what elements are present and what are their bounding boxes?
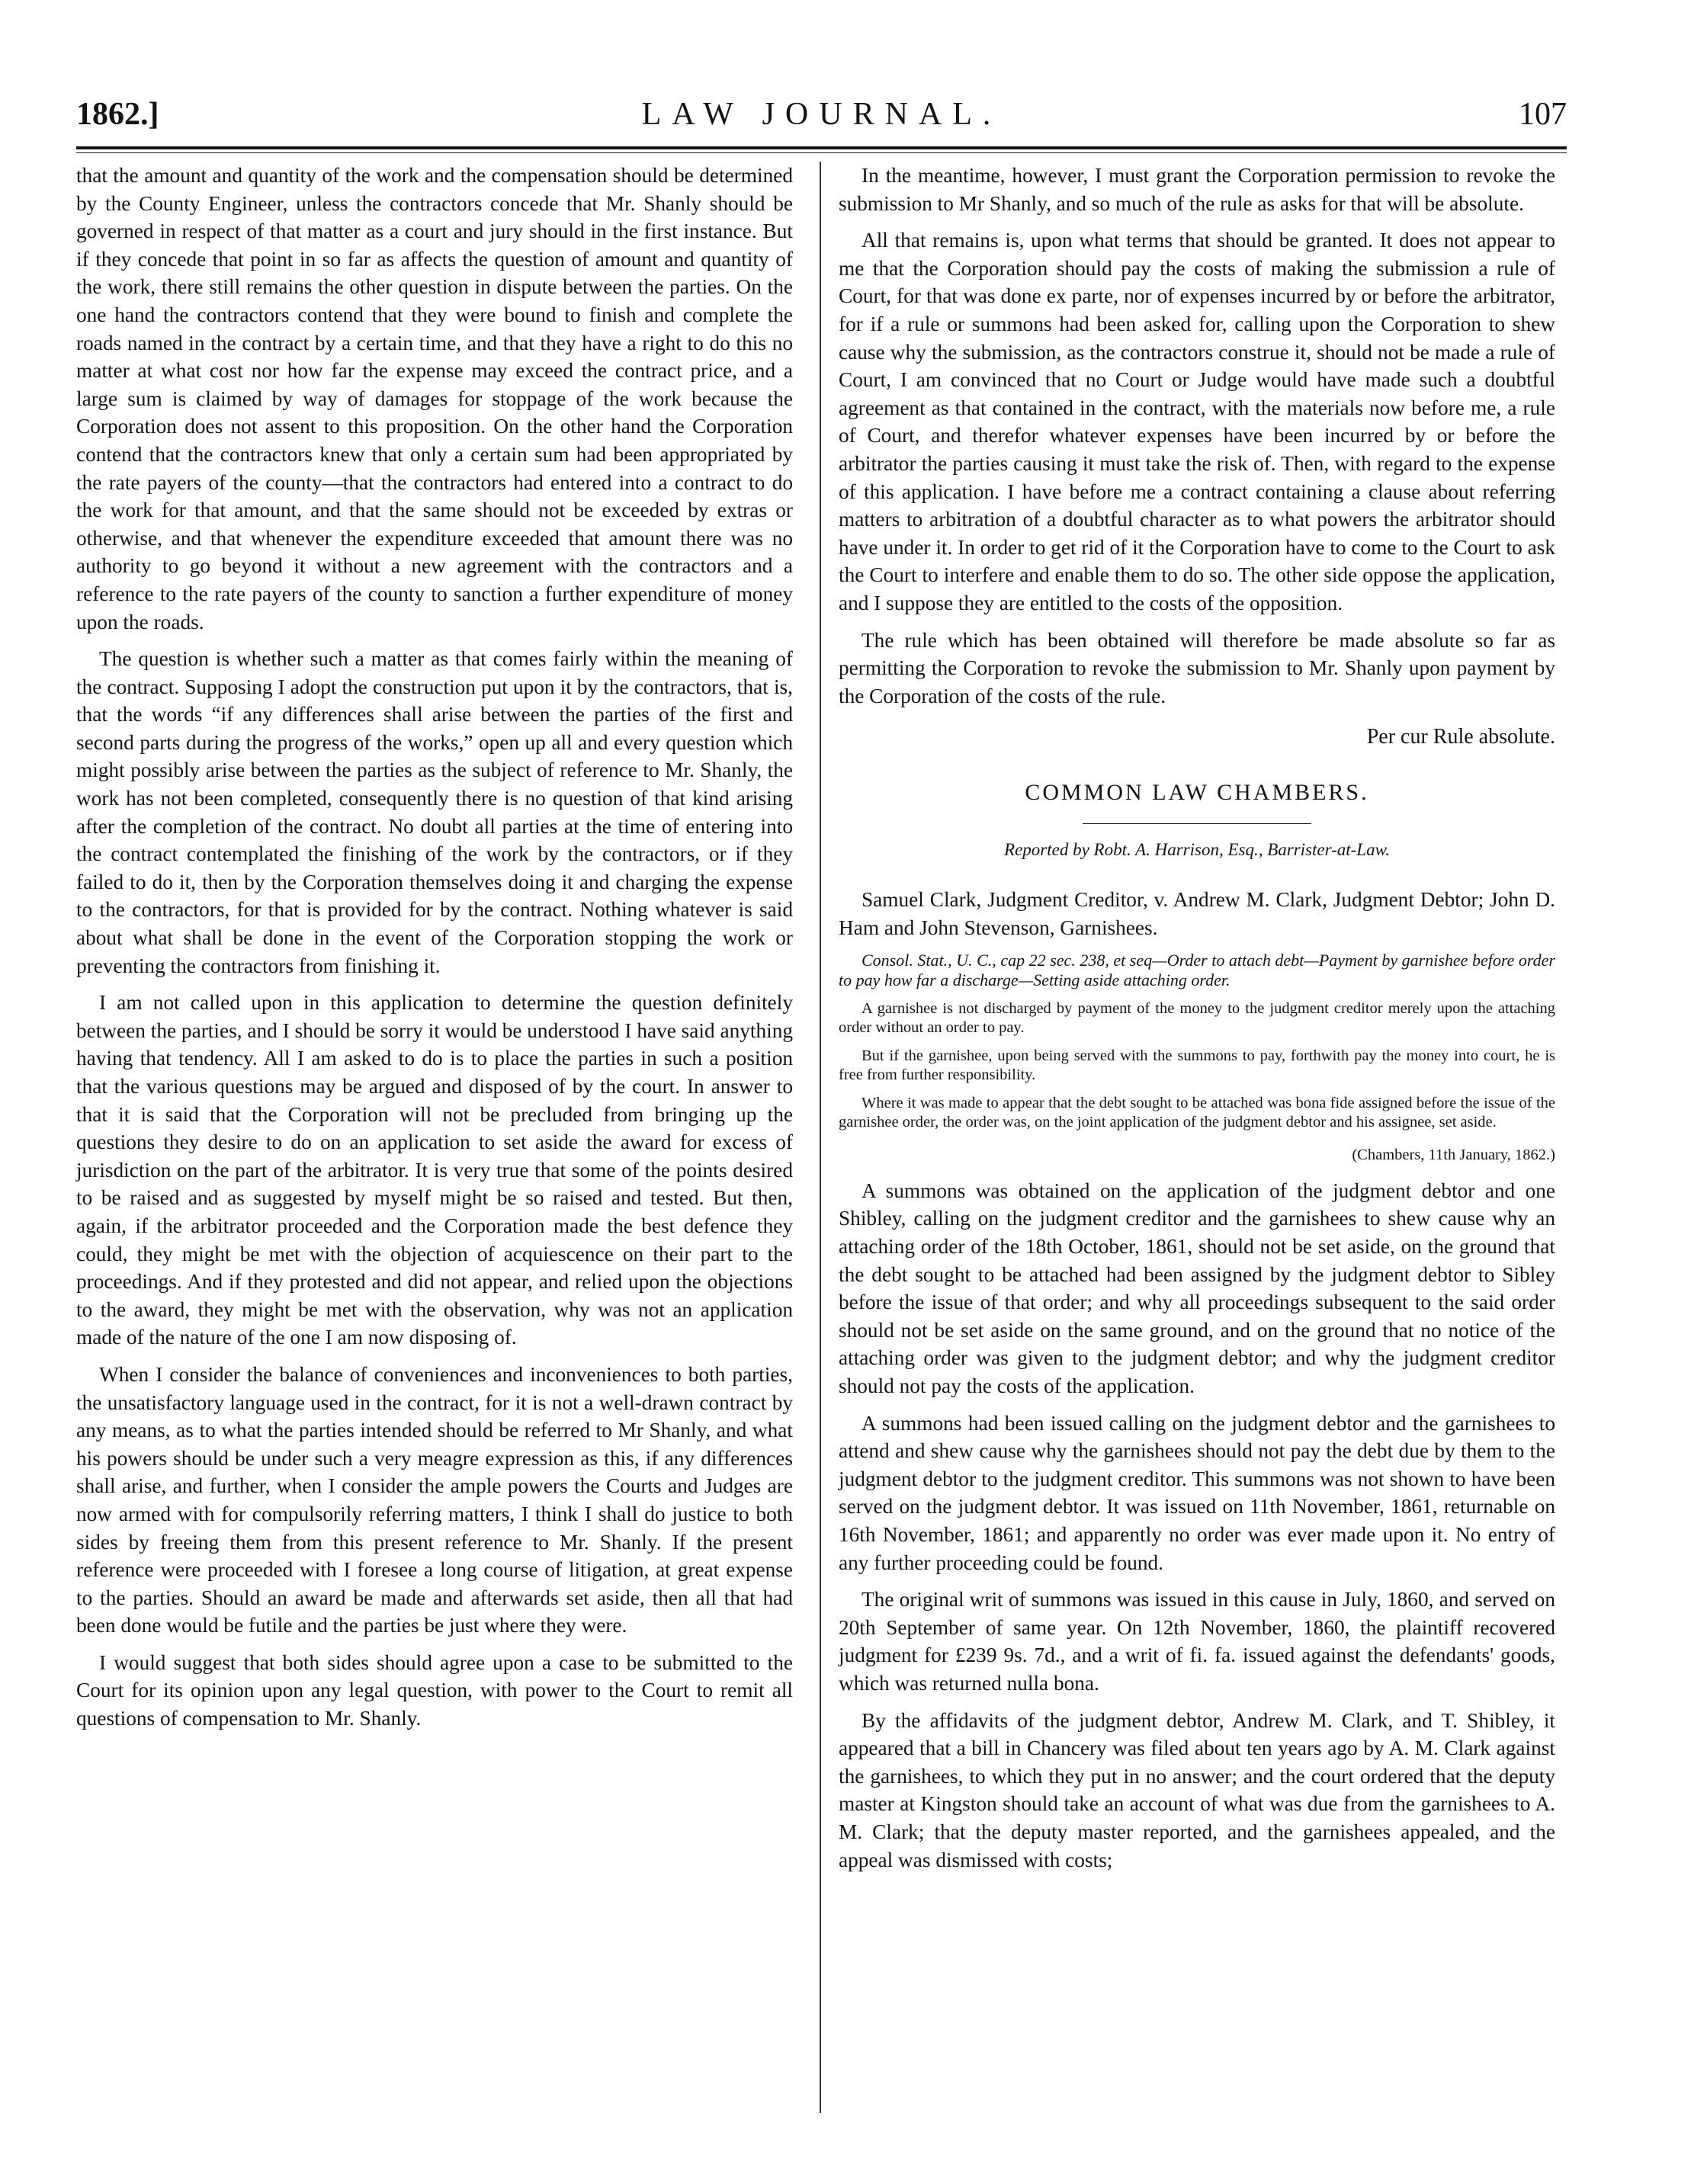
right-column [839, 162, 1555, 1883]
journal-page [76, 76, 1567, 2119]
left-column [76, 162, 793, 1742]
reporter-line: Reported by Robt. A. Harrison, Esq., Barrister-at-Law. [1004, 840, 1390, 860]
right-paragraph: In the meantime, however, I must grant the Corporation permission to revoke the submission to Mr Shanly, and so much of the rule as asks for that will be absolute. [839, 164, 1555, 215]
left-paragraph: I am not called upon in this application to determine the question definitely between the parties, and I should be sorry it would be understood I have said anything having that tendency. All I am asked to do is to place the parties in such a position that the various questions may be argued and disposed of by the court. In answer to that it is said that the Corporation will not be precluded from bringing up the questions they desire to do on an application to set aside the award for excess of jurisdiction on the part of the arbitrator. It is very true that some of the points desired to be raised and as suggested by myself might be so raised and tested. But then, again, if the arbitrator proceeded and the Corporation made the best defence they could, they might be met with the objection of acquiescence on their part to the proceedings. And if they protested and did not appear, and relied upon the objections to the award, they might be met with the observation, why was not an application made of the nature of the one I am now disposing of. [76, 991, 793, 1349]
header-year: 1862.] [76, 97, 159, 132]
left-paragraph: that the amount and quantity of the work and the compensation should be determined by the County Engineer, unless the contractors concede that Mr. Shanly should be governed in respect of that matter as a court and jury should in the first instance. But if they concede that point in so far as affects the question of amount and quantity of the work, there still remains the other question in dispute between the parties. On the one hand the contractors contend that they were bound to finish and complete the roads named in the contract by a certain time, and that they have a right to do this no matter at what cost nor how far the expense may exceed the contract price, and a large sum is claimed by way of damages for stoppage of the work because the Corporation does not assent to this proposition. On the other hand the Corporation contend that the contractors knew that only a certain sum had been appropriated by the rate payers of the county—that the contractors had entered into a contract to do the work for that amount, and that the same should not be exceeded by extras or otherwise, and that whenever the expenditure exceeded that amount there was no authority to go beyond it without a new agreement with the contractors and a reference to the rate payers of the county to sanction a further expenditure of money upon the roads. [76, 164, 793, 633]
header-page-number: 107 [1519, 97, 1567, 132]
right-paragraph: All that remains is, upon what terms that should be granted. It does not appear to me that the Corporation should pay the costs of making the submission a rule of Court, for that was done ex parte, nor of expenses incurred by or before the arbitrator, for if a rule or summons had been asked for, calling upon the Corporation to shew cause why the submission, as the contractors construe it, should not be made a rule of Court, I am convinced that no Court or Judge would have made such a doubtful agreement as that contained in the contract, with the materials now before me, a rule of Court, and therefor whatever expenses have been incurred by or before the arbitrator the parties causing it must take the risk of. Then, with regard to the expense of this application. I have before me a contract containing a clause about referring matters to arbitration of a doubtful character as to what powers the arbitrator should have under it. In order to get rid of it the Corporation have to come to the Court to ask the Court to interfere and enable them to do so. The other side oppose the application, and I suppose they are entitled to the costs of the opposition. [839, 229, 1555, 614]
left-paragraph: When I consider the balance of conveniences and inconveniences to both parties, the unsatisfactory language used in the contract, for it is not a well-drawn contract by any means, as to what the parties intended should be referred to Mr Shanly, and what his powers should be under such a very meagre expression as this, if any differences shall arise, and further, when I consider the ample powers the Courts and Judges are now armed with for compulsorily referring matters, I think I shall do justice to both sides by freeing them from this present reference to Mr. Shanly. If the present reference were proceeded with I foresee a long course of litigation, at great expense to the parties. Should an award be made and afterwards set aside, then all that had been done would be futile and the parties be just where they were. [76, 1362, 793, 1637]
right-paragraph: The original writ of summons was issued in this cause in July, 1860, and served on 20th September of same year. On 12th November, 1860, the plaintiff recovered judgment for £239 9s. 7d., and a writ of fi. fa. issued against the defendants' goods, which was returned nulla bona. [839, 1588, 1555, 1695]
statute-line: Consol. Stat., U. C., cap 22 sec. 238, et seq—Order to attach debt—Payment by garnishee before order to pay how far a discharge—Setting aside attaching order. [839, 951, 1555, 990]
section-title: COMMON LAW CHAMBERS. [1025, 779, 1369, 805]
headnote: Where it was made to appear that the debt sought to be attached was bona fide assigned before the issue of the garnishee order, the order was, on the joint application of the judgment debtor and his assignee, set aside. [839, 1095, 1555, 1131]
right-paragraph: A summons was obtained on the application of the judgment debtor and one Shibley, calling on the judgment creditor and the garnishees to shew cause why an attaching order of the 18th October, 1861, should not be set aside, on the ground that the debt sought to be attached had been assigned by the judgment debtor to Sibley before the issue of that order; and why all proceedings subsequent to the said order should not be set aside on the same ground, and on the ground that no notice of the attaching order was given to the judgment debtor; and why the judgment creditor should not pay the costs of the application. [839, 1179, 1555, 1397]
rule-result: Per cur Rule absolute. [1366, 725, 1555, 749]
case-caption: Samuel Clark, Judgment Creditor, v. Andrew M. Clark, Judgment Debtor; John D. Ham and John Stevenson, Garnishees. [839, 888, 1555, 939]
right-paragraph: A summons had been issued calling on the judgment debtor and the garnishees to attend and shew cause why the garnishees should not pay the debt due by them to the judgment debtor to the judgment creditor. This summons was not shown to have been served on the judgment debtor. It was issued on 11th November, 1861, returnable on 16th November, 1861; and apparently no order was ever made upon it. No entry of any further proceeding could be found. [839, 1411, 1555, 1574]
headnote: But if the garnishee, upon being served with the summons to pay, forthwith pay the money into court, he is free from further responsibility. [839, 1047, 1555, 1084]
right-paragraph: The rule which has been obtained will therefore be made absolute so far as permitting the Corporation to revoke the submission to Mr. Shanly upon payment by the Corporation of the costs of the rule. [839, 628, 1555, 707]
header-journal-title: LAW JOURNAL. [641, 97, 1002, 132]
headnote: A garnishee is not discharged by payment of the money to the judgment creditor merely upon the attaching order without an order to pay. [839, 1000, 1555, 1037]
right-paragraph: By the affidavits of the judgment debtor, Andrew M. Clark, and T. Shibley, it appeared that a bill in Chancery was filed about ten years ago by A. M. Clark against the garnishees, to which they put in no answer; and the court ordered that the deputy master at Kingston should take an account of what was due from the garnishees to A. M. Clark; that the deputy master reported, and the garnishees appealed, and the appeal was dismissed with costs; [839, 1708, 1555, 1871]
header-rule-thick [76, 146, 1567, 149]
header-rule-thin [76, 152, 1567, 153]
left-paragraph: The question is whether such a matter as that comes fairly within the meaning of the contract. Supposing I adopt the construction put upon it by the contractors, that is, that the words “if any differences shall arise between the parties of the first and second parts during the progress of the works,” open up all and every question which might possibly arise between the parties as the subject of reference to Mr. Shanly, the work has not been completed, consequently there is no question of that kind arising after the completion of the contract. No doubt all parties at the time of entering into the contract contemplated the finishing of the work by the contractors, or if they failed to do it, then by the Corporation themselves doing it and charging the expense to the contractors, for that is provided for by the contract. Nothing whatever is said about what shall be done in the event of the Corporation stopping the work or preventing the contractors from finishing it. [76, 647, 793, 977]
left-paragraph: I would suggest that both sides should agree upon a case to be submitted to the Court for its opinion upon any legal question, with power to the Court to remit all questions of compensation to Mr. Shanly. [76, 1650, 793, 1730]
column-divider [820, 162, 821, 2113]
page-header [76, 96, 1567, 149]
headnotes [839, 999, 1555, 1132]
decision-date: (Chambers, 11th January, 1862.) [1352, 1147, 1555, 1164]
section-rule [1083, 823, 1311, 824]
